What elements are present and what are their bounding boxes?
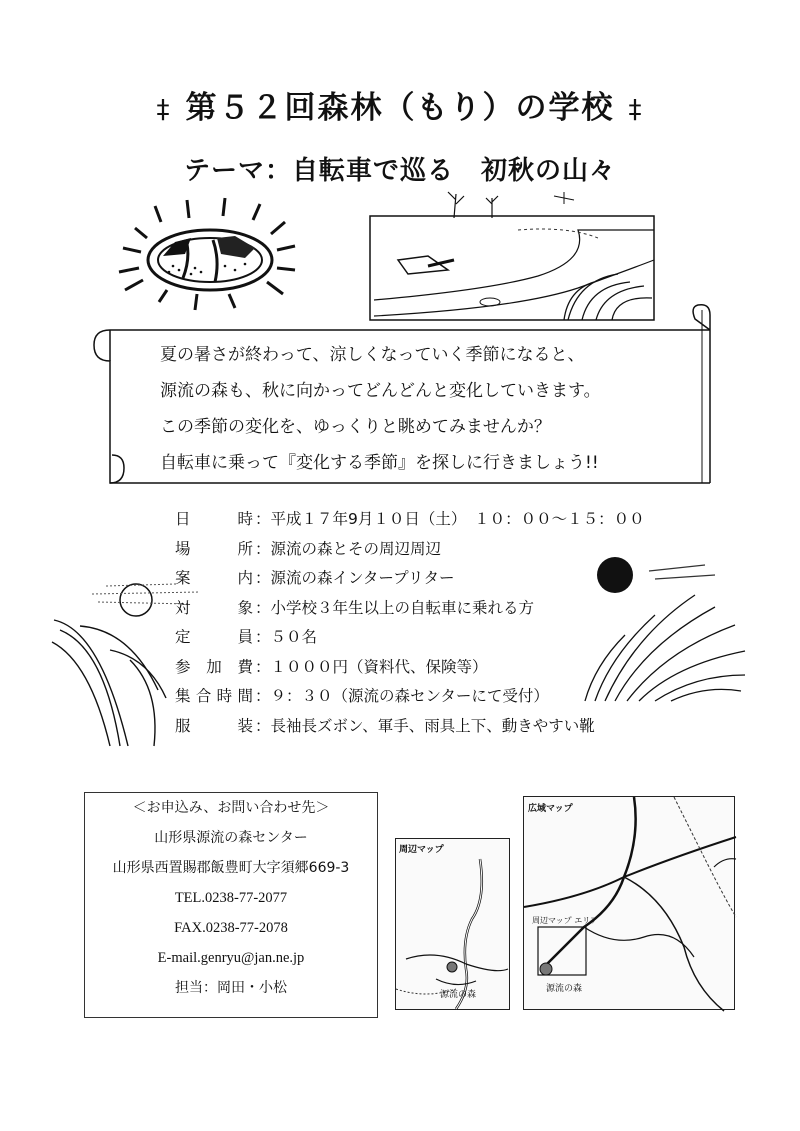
detail-row-target [175,596,645,626]
local-map-place-label: 源流の森 [440,990,477,1000]
dagger-ornament-left: ‡ [156,95,172,125]
contact-org: 山形県源流の森センター [154,830,308,846]
page-title [0,82,800,127]
detail-value: ：長袖長ズボン、軍手、雨具上下、動きやすい靴 [255,716,595,735]
local-map-title: 周辺マップ [399,845,444,855]
contact-email: E-mail.genryu@jan.ne.jp [157,950,305,966]
wide-map [523,796,735,1010]
contact-fax: FAX.0238-77-2078 [174,920,288,936]
detail-key: 定 員 [175,628,253,646]
detail-key: 対 象 [175,598,253,617]
detail-row-clothing [175,714,645,744]
contact-staff: 担当：岡田・小松 [175,980,287,996]
intro-line: 源流の森も、秋に向かってどんどんと変化していきます。 [160,381,601,401]
intro-line: この季節の変化を、ゆっくりと眺めてみませんか？ [160,417,551,437]
detail-key: 場 所 [175,539,253,558]
title-text: 第５２回森林（もり）の学校 [185,90,615,126]
contact-heading: ＜お申込み、お問い合わせ先＞ [132,800,330,816]
wide-map-place-label: 源流の森 [546,984,583,994]
local-map-roads [396,839,511,1011]
detail-value: ：１０００円（資料代、保険等） [255,657,488,676]
dagger-ornament-right: ‡ [628,95,644,125]
wide-map-inset-label: 周辺マップ エリア [532,916,599,925]
detail-row-datetime [175,507,645,537]
detail-key: 参 加 費 [175,657,253,676]
detail-value: ：源流の森インタープリター [255,569,455,587]
local-map [395,838,510,1010]
contact-tel: TEL.0238-77-2077 [174,890,288,906]
detail-key: 集 合 時 間 [175,687,253,705]
intro-line: 自転車に乗って『変化する季節』を探しに行きましょう!! [160,453,599,473]
detail-row-guide [175,566,645,596]
detail-key: 服 装 [175,716,253,735]
detail-row-fee [175,655,645,685]
detail-value: ：小学校３年生以上の自転車に乗れる方 [255,598,535,617]
detail-key: 案 内 [175,569,253,587]
contact-address: 山形県西置賜郡飯豊町大字須郷669-3 [112,860,350,876]
intro-text [160,337,720,481]
detail-value: ：５０名 [255,628,318,646]
detail-key: 日 時 [175,510,253,528]
event-details [175,507,645,743]
wide-map-roads [524,797,736,1011]
contact-box [84,792,378,1018]
detail-value: ：平成１７年9月１０日（土） １０：００～１５：００ [255,510,645,528]
wide-map-title: 広域マップ [528,804,573,814]
detail-row-capacity [175,625,645,655]
page-subtitle: テーマ：自転車で巡る 初秋の山々 [183,156,616,186]
detail-value: ：源流の森とその周辺周辺 [255,539,442,558]
detail-row-location [175,537,645,567]
intro-line: 夏の暑さが終わって、涼しくなっていく季節になると、 [160,345,585,365]
detail-row-meeting-time [175,684,645,714]
detail-value: ：９：３０（源流の森センターにて受付） [255,687,549,705]
